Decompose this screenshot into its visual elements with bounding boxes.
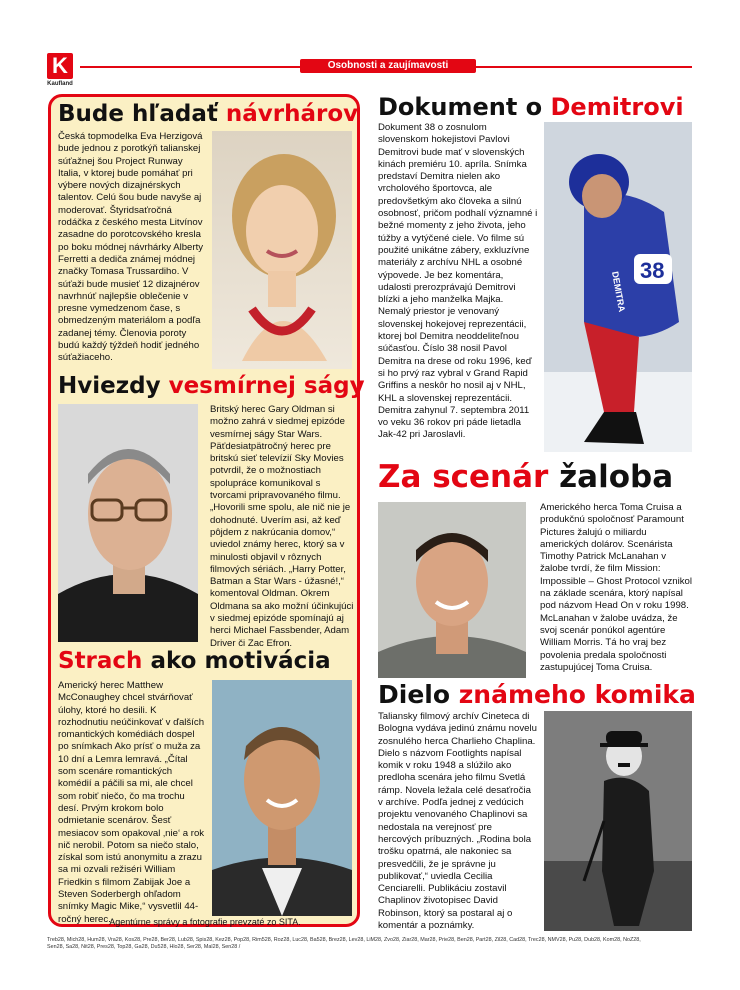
distribution-codes [47,937,697,951]
photo-pavol-demitra [544,122,692,452]
article-text-oldman: Britský herec Gary Oldman si možno zahrá v siedmej epizóde vesmírnej ságy Star Wars. Päťdesiatpätročný herec pre britskú sieť televízií Sky Movies potvrdil, že o možnostiach spolupráce komunikoval s tvorcami pripravovaného filmu. „Hovorili sme spolu, ale nič nie je dohodnuté. Uverím asi, až keď pôjdem z nakrúcania domov,“ uviedol známy herec, ktorý sa v minulosti objavil v rôznych filmových sériách. „Harry Potter, Batman a Star Wars - úžasné!,“ komentoval Oldman. Okrem Oldmana sa ako možní účinkujúci v siedmej epizóde spomínajú aj herci Michael Fassbender, Adam Driver či Zac Efron. [210,404,354,649]
kaufland-logo: K [47,53,73,79]
photo-eva-herzigova [212,131,352,369]
photo-matthew-mcconaughey [212,680,352,916]
article-text-mcconaughey: Americký herec Matthew McConaughey chcel stvárňovať úlohy, ktoré ho desili. K rozhodnutiu neúčinkovať v ďalších romantických komédiách dospel po snímkach Ako prísť o muža za 10 dní a Lemra lemravá. „Čítal som scenáre romantických komédií a páčili sa mi, ale chcel som robiť niečo, čo ma trochu desí. Prvým krokom bolo odmietanie scenárov. Šesť mesiacov som opakoval ‚nie‘ a rok nič nerobil. Potom sa niečo stalo, získal som istú anonymitu a zrazu sa mi ozvali režiséri William Friedkin s filmom Zabijak Joe a Steven Soderbergh ohľadom snímky Magic Mike,“ vysvetlil 44-ročný herec. [58,680,205,925]
codes-line: Sen28, Sa28, Nit28, Pres28, Top28, Ga28, Du528, Hlo28, Ser28, Mal28, Sen28 / [47,944,241,950]
logo-caption: Kaufland [47,81,73,87]
article-title-mcconaughey: Strach ako motivácia [58,648,331,674]
photo-gary-oldman [58,404,198,642]
article-title-chaplin: Dielo známeho komika [378,680,696,709]
jersey-number: 38 [640,258,665,283]
photo-credit: Agentúrne správy a fotografie prevzaté zo SITA. [109,917,301,927]
photo-tom-cruise [378,502,526,678]
article-text-cruise: Amerického herca Toma Cruisa a produkčnú spoločnosť Paramount Pictures žalujú o miliardu amerických dolárov. Scenárista Timothy Patrick McLanahan v žalobe tvrdí, že film Mission: Impossible – Ghost Protocol vznikol na základe scenára, ktorý napísal pod názvom Head On v roku 1998. McLanahan v žalobe uvádza, že svoj scenár ponúkol agentúre William Morris. Tá ho vraj bez povolenia predala spoločnosti zastupujúcej Toma Cruisa. [540,502,692,673]
article-text-chaplin: Taliansky filmový archív Cineteca di Bologna vydáva jedinú známu novelu zosnulého herca Charlieho Chaplina. Dielo s názvom Footlights napísal komik v roku 1948 a slúžilo ako predloha scenára jeho filmu Svetlá rámp. Novela ležala celé desaťročia v archíve. Podľa jednej z vedúcich projektu venovaného Chaplinovi sa nedostala na verejnosť pre hercových príbuzných. „Rodina bola trošku opatrná, ale nakoniec sa presvedčili, že je správne ju publikovať,“ uviedla Cecilia Cenciarelli. Publikáciu zostavil Chaplinov životopisec David Robinson, ktorý sa postaral aj o komentár a poznámky. [378,711,537,932]
jersey-name: DEMITRA [610,270,627,313]
section-label: Osobnosti a zaujímavosti [300,59,476,73]
article-text-herzigova: Česká topmodelka Eva Herzigová bude jednou z porotkýň talianskej súťažnej šou Project Runway Italia, v ktorej bude pomáhať pri výbere nových dizajnérskych talentov. Celú šou bude navyše aj moderovať. Štyridsaťročná rodáčka z českého mesta Litvínov zasadne do porotcovského kresla po boku módnej návrhárky Alberty Ferretti a dediča známej módnej značky Tomasa Trussardiho. V súťaži bude musieť 12 dizajnérov navrhnúť najlepšie oblečenie v presne vymedzenom čase, s obmedzeným materiálom a podľa zadanej témy. Členovia poroty budú každý týždeň hodiť jedného súťažiaceho. [58,131,204,364]
article-title-demitra: Dokument o Demitrovi [378,93,684,121]
photo-charlie-chaplin [544,711,692,931]
codes-line: Treb28, Mich28, Hum28, Vra28, Kos28, Pre28, Ber28, Lub28, Spis28, Kez28, Pop28, Rim528, Roz28, Luc28, Ba528, Brez28, Lev28, LiM28, Zvo28, Ziar28, Mar28, Prie28, Ben28, Part28, Zil28, Cad28, Trec28, NMV28, Pu28, Dub28, Kom28, NoZ28, [47,937,641,943]
article-text-demitra: Dokument 38 o zosnulom slovenskom hokejistovi Pavlovi Demitrovi bude mať v slovenských kinách premiéru 10. apríla. Snímka predstaví Demitra nielen ako vrcholového športovca, ale predovšetkým ako človeka a silnú osobnosť, pričom podhalí významné i bežné momenty z jeho života, jeho túžby a vytýčené ciele. Vo filme sú použité unikátne zábery, exkluzívne materiály z archívu NHL a osobné výpovede. Je bez komentára, udalosti prerozprávajú Demitrovi blízki a jeho manželka Majka. Nemalý priestor je venovaný slovenskej hokejovej reprezentácii, ktorej bol Demitra neoddeliteľnou súčasťou. Číslo 38 nosil Pavol Demitra na drese od roku 1996, keď si ho prvý raz vybral v Grand Rapid Griffins a neskôr ho nosil aj v NHL, KHL a slovenskej reprezentácii. Demitra zahynul 7. septembra 2011 vo veku 36 rokov pri páde lietadla Jak-42 pri Jaroslavli. [378,122,538,441]
article-title-herzigova: Bude hľadať návrhárov [58,101,359,127]
article-title-cruise: Za scenár žaloba [378,459,674,495]
article-title-oldman: Hviezdy vesmírnej ságy [58,373,365,399]
